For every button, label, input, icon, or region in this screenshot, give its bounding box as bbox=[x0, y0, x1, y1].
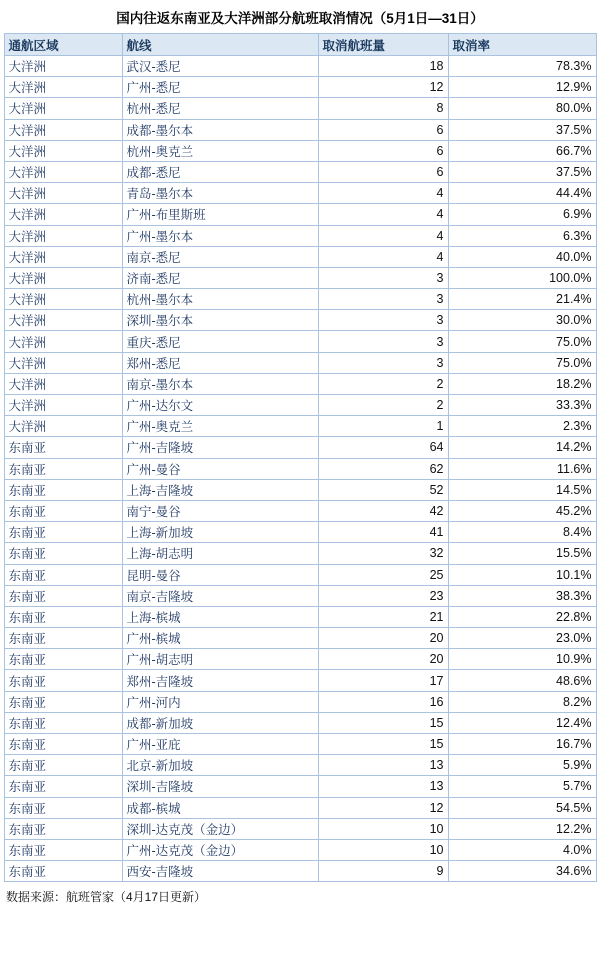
cell-route: 南京-吉隆坡 bbox=[122, 585, 318, 606]
cell-count: 2 bbox=[318, 395, 448, 416]
table-row bbox=[4, 331, 596, 352]
cell-region: 东南亚 bbox=[4, 839, 122, 860]
table-row bbox=[4, 691, 596, 712]
cell-rate: 34.6% bbox=[448, 861, 596, 882]
table-row bbox=[4, 797, 596, 818]
cell-region: 东南亚 bbox=[4, 500, 122, 521]
cell-rate: 80.0% bbox=[448, 98, 596, 119]
cell-count: 52 bbox=[318, 479, 448, 500]
table-row bbox=[4, 776, 596, 797]
cell-route: 广州-河内 bbox=[122, 691, 318, 712]
table-row bbox=[4, 289, 596, 310]
cell-region: 东南亚 bbox=[4, 437, 122, 458]
cell-count: 12 bbox=[318, 797, 448, 818]
cell-region: 东南亚 bbox=[4, 712, 122, 733]
cell-region: 东南亚 bbox=[4, 818, 122, 839]
cell-region: 大洋洲 bbox=[4, 98, 122, 119]
table-row bbox=[4, 712, 596, 733]
cell-region: 东南亚 bbox=[4, 776, 122, 797]
cell-rate: 14.2% bbox=[448, 437, 596, 458]
cell-count: 4 bbox=[318, 225, 448, 246]
cell-count: 13 bbox=[318, 755, 448, 776]
cell-region: 东南亚 bbox=[4, 458, 122, 479]
cell-rate: 44.4% bbox=[448, 183, 596, 204]
cell-rate: 66.7% bbox=[448, 140, 596, 161]
cell-count: 6 bbox=[318, 119, 448, 140]
cell-region: 大洋洲 bbox=[4, 267, 122, 288]
table-row bbox=[4, 140, 596, 161]
cell-count: 15 bbox=[318, 734, 448, 755]
table-row bbox=[4, 204, 596, 225]
table-row bbox=[4, 500, 596, 521]
cell-count: 20 bbox=[318, 649, 448, 670]
cell-rate: 37.5% bbox=[448, 119, 596, 140]
cell-route: 杭州-悉尼 bbox=[122, 98, 318, 119]
cell-region: 大洋洲 bbox=[4, 373, 122, 394]
cell-region: 大洋洲 bbox=[4, 119, 122, 140]
cell-route: 成都-悉尼 bbox=[122, 161, 318, 182]
cell-rate: 16.7% bbox=[448, 734, 596, 755]
table-row bbox=[4, 183, 596, 204]
cell-route: 广州-奥克兰 bbox=[122, 416, 318, 437]
cell-count: 4 bbox=[318, 204, 448, 225]
cell-rate: 8.2% bbox=[448, 691, 596, 712]
cell-rate: 8.4% bbox=[448, 522, 596, 543]
table-row bbox=[4, 267, 596, 288]
cell-rate: 75.0% bbox=[448, 331, 596, 352]
cell-count: 1 bbox=[318, 416, 448, 437]
cell-rate: 54.5% bbox=[448, 797, 596, 818]
cell-count: 4 bbox=[318, 183, 448, 204]
cell-route: 深圳-达克茂（金边） bbox=[122, 818, 318, 839]
cell-rate: 15.5% bbox=[448, 543, 596, 564]
cell-count: 6 bbox=[318, 140, 448, 161]
cell-route: 广州-达克茂（金边） bbox=[122, 839, 318, 860]
cell-count: 3 bbox=[318, 310, 448, 331]
table-header-row bbox=[4, 34, 596, 56]
cell-rate: 37.5% bbox=[448, 161, 596, 182]
cell-region: 东南亚 bbox=[4, 606, 122, 627]
cell-route: 广州-达尔文 bbox=[122, 395, 318, 416]
cell-count: 9 bbox=[318, 861, 448, 882]
cell-count: 13 bbox=[318, 776, 448, 797]
cell-region: 大洋洲 bbox=[4, 310, 122, 331]
table-row bbox=[4, 606, 596, 627]
cell-region: 东南亚 bbox=[4, 479, 122, 500]
cell-count: 6 bbox=[318, 161, 448, 182]
cell-rate: 100.0% bbox=[448, 267, 596, 288]
cell-count: 3 bbox=[318, 331, 448, 352]
cell-region: 东南亚 bbox=[4, 628, 122, 649]
cell-region: 东南亚 bbox=[4, 543, 122, 564]
table-row bbox=[4, 56, 596, 77]
cell-route: 上海-吉隆坡 bbox=[122, 479, 318, 500]
cell-region: 大洋洲 bbox=[4, 331, 122, 352]
cell-region: 东南亚 bbox=[4, 649, 122, 670]
cell-count: 64 bbox=[318, 437, 448, 458]
cell-rate: 5.9% bbox=[448, 755, 596, 776]
cell-rate: 23.0% bbox=[448, 628, 596, 649]
table-row bbox=[4, 352, 596, 373]
cell-route: 北京-新加坡 bbox=[122, 755, 318, 776]
cell-route: 重庆-悉尼 bbox=[122, 331, 318, 352]
cell-rate: 2.3% bbox=[448, 416, 596, 437]
cell-rate: 14.5% bbox=[448, 479, 596, 500]
cell-route: 郑州-悉尼 bbox=[122, 352, 318, 373]
cell-count: 3 bbox=[318, 289, 448, 310]
cell-count: 18 bbox=[318, 56, 448, 77]
table-row bbox=[4, 564, 596, 585]
cell-route: 杭州-奥克兰 bbox=[122, 140, 318, 161]
cell-route: 上海-新加坡 bbox=[122, 522, 318, 543]
cell-region: 东南亚 bbox=[4, 861, 122, 882]
cell-route: 昆明-曼谷 bbox=[122, 564, 318, 585]
cell-count: 17 bbox=[318, 670, 448, 691]
cell-count: 25 bbox=[318, 564, 448, 585]
cell-count: 10 bbox=[318, 839, 448, 860]
cell-route: 上海-槟城 bbox=[122, 606, 318, 627]
table-row bbox=[4, 395, 596, 416]
cell-count: 62 bbox=[318, 458, 448, 479]
cell-route: 深圳-墨尔本 bbox=[122, 310, 318, 331]
cell-route: 南京-墨尔本 bbox=[122, 373, 318, 394]
cell-route: 南宁-曼谷 bbox=[122, 500, 318, 521]
page-title: 国内往返东南亚及大洋洲部分航班取消情况（5月1日—31日） bbox=[116, 11, 484, 26]
cell-rate: 75.0% bbox=[448, 352, 596, 373]
table-row bbox=[4, 861, 596, 882]
cell-region: 大洋洲 bbox=[4, 77, 122, 98]
cell-route: 广州-槟城 bbox=[122, 628, 318, 649]
column-header-cancelled-count: 取消航班量 bbox=[318, 34, 448, 56]
cell-count: 15 bbox=[318, 712, 448, 733]
table-row bbox=[4, 839, 596, 860]
table-row bbox=[4, 98, 596, 119]
table-row bbox=[4, 161, 596, 182]
cell-route: 广州-墨尔本 bbox=[122, 225, 318, 246]
cell-rate: 11.6% bbox=[448, 458, 596, 479]
cell-count: 3 bbox=[318, 267, 448, 288]
cell-count: 20 bbox=[318, 628, 448, 649]
cell-rate: 78.3% bbox=[448, 56, 596, 77]
table-row bbox=[4, 119, 596, 140]
cell-rate: 12.4% bbox=[448, 712, 596, 733]
table-row bbox=[4, 225, 596, 246]
table-row bbox=[4, 77, 596, 98]
cell-region: 东南亚 bbox=[4, 585, 122, 606]
cell-rate: 33.3% bbox=[448, 395, 596, 416]
cell-count: 12 bbox=[318, 77, 448, 98]
cell-route: 深圳-吉隆坡 bbox=[122, 776, 318, 797]
cell-rate: 6.3% bbox=[448, 225, 596, 246]
table-row bbox=[4, 479, 596, 500]
cell-count: 21 bbox=[318, 606, 448, 627]
cell-rate: 12.2% bbox=[448, 818, 596, 839]
table-row bbox=[4, 585, 596, 606]
cell-route: 成都-墨尔本 bbox=[122, 119, 318, 140]
cell-rate: 4.0% bbox=[448, 839, 596, 860]
table-body bbox=[4, 56, 596, 882]
cell-route: 上海-胡志明 bbox=[122, 543, 318, 564]
table-row bbox=[4, 416, 596, 437]
table-row bbox=[4, 755, 596, 776]
cell-count: 16 bbox=[318, 691, 448, 712]
cell-region: 东南亚 bbox=[4, 670, 122, 691]
cell-route: 广州-亚庇 bbox=[122, 734, 318, 755]
cell-region: 东南亚 bbox=[4, 755, 122, 776]
cell-region: 大洋洲 bbox=[4, 183, 122, 204]
cell-route: 杭州-墨尔本 bbox=[122, 289, 318, 310]
cell-count: 10 bbox=[318, 818, 448, 839]
cell-rate: 10.9% bbox=[448, 649, 596, 670]
cell-rate: 22.8% bbox=[448, 606, 596, 627]
cell-route: 济南-悉尼 bbox=[122, 267, 318, 288]
table-row bbox=[4, 670, 596, 691]
flight-cancellation-table bbox=[4, 33, 597, 882]
cell-rate: 12.9% bbox=[448, 77, 596, 98]
cell-region: 大洋洲 bbox=[4, 246, 122, 267]
cell-route: 成都-新加坡 bbox=[122, 712, 318, 733]
cell-region: 大洋洲 bbox=[4, 416, 122, 437]
cell-route: 广州-布里斯班 bbox=[122, 204, 318, 225]
cell-count: 8 bbox=[318, 98, 448, 119]
table-row bbox=[4, 458, 596, 479]
cell-region: 大洋洲 bbox=[4, 352, 122, 373]
cell-count: 32 bbox=[318, 543, 448, 564]
cell-region: 大洋洲 bbox=[4, 56, 122, 77]
cell-region: 大洋洲 bbox=[4, 140, 122, 161]
cell-count: 42 bbox=[318, 500, 448, 521]
cell-route: 广州-曼谷 bbox=[122, 458, 318, 479]
source-note: 数据来源：航班管家（4月17日更新） bbox=[6, 890, 207, 905]
cell-route: 成都-槟城 bbox=[122, 797, 318, 818]
cell-route: 南京-悉尼 bbox=[122, 246, 318, 267]
cell-route: 青岛-墨尔本 bbox=[122, 183, 318, 204]
cell-count: 23 bbox=[318, 585, 448, 606]
table-row bbox=[4, 246, 596, 267]
table-row bbox=[4, 543, 596, 564]
table-row bbox=[4, 522, 596, 543]
cell-rate: 38.3% bbox=[448, 585, 596, 606]
table-row bbox=[4, 818, 596, 839]
table-row bbox=[4, 373, 596, 394]
table-row bbox=[4, 734, 596, 755]
cell-region: 东南亚 bbox=[4, 564, 122, 585]
cell-rate: 18.2% bbox=[448, 373, 596, 394]
cell-route: 武汉-悉尼 bbox=[122, 56, 318, 77]
cell-route: 西安-吉隆坡 bbox=[122, 861, 318, 882]
cell-count: 3 bbox=[318, 352, 448, 373]
cell-rate: 10.1% bbox=[448, 564, 596, 585]
cell-route: 广州-胡志明 bbox=[122, 649, 318, 670]
cell-count: 41 bbox=[318, 522, 448, 543]
cell-region: 大洋洲 bbox=[4, 204, 122, 225]
cell-route: 郑州-吉隆坡 bbox=[122, 670, 318, 691]
cell-region: 大洋洲 bbox=[4, 161, 122, 182]
cell-region: 东南亚 bbox=[4, 691, 122, 712]
cell-region: 大洋洲 bbox=[4, 289, 122, 310]
column-header-cancellation-rate: 取消率 bbox=[448, 34, 596, 56]
cell-count: 2 bbox=[318, 373, 448, 394]
cell-region: 大洋洲 bbox=[4, 225, 122, 246]
table-row bbox=[4, 437, 596, 458]
table-row bbox=[4, 649, 596, 670]
cell-rate: 45.2% bbox=[448, 500, 596, 521]
column-header-region: 通航区域 bbox=[4, 34, 122, 56]
column-header-route: 航线 bbox=[122, 34, 318, 56]
cell-route: 广州-吉隆坡 bbox=[122, 437, 318, 458]
cell-region: 大洋洲 bbox=[4, 395, 122, 416]
cell-rate: 40.0% bbox=[448, 246, 596, 267]
table-header bbox=[4, 34, 596, 56]
cell-count: 4 bbox=[318, 246, 448, 267]
cell-rate: 21.4% bbox=[448, 289, 596, 310]
cell-region: 东南亚 bbox=[4, 734, 122, 755]
cell-rate: 5.7% bbox=[448, 776, 596, 797]
cell-rate: 30.0% bbox=[448, 310, 596, 331]
table-row bbox=[4, 310, 596, 331]
cell-rate: 48.6% bbox=[448, 670, 596, 691]
cell-route: 广州-悉尼 bbox=[122, 77, 318, 98]
cell-region: 东南亚 bbox=[4, 522, 122, 543]
cell-rate: 6.9% bbox=[448, 204, 596, 225]
table-row bbox=[4, 628, 596, 649]
cell-region: 东南亚 bbox=[4, 797, 122, 818]
